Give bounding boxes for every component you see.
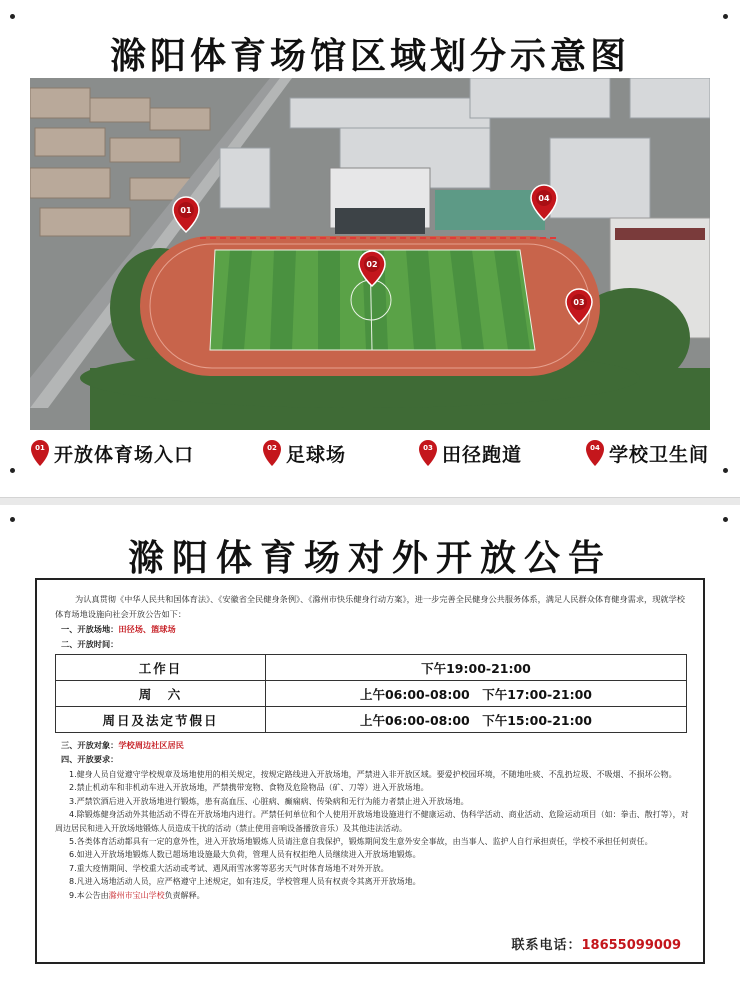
schedule-time: 下午19:00-21:00 <box>266 655 687 681</box>
legend-item-01 <box>30 436 194 470</box>
open-time-label: 二、开放时间： <box>61 639 119 649</box>
map-title: 滁阳体育场馆区域划分示意图 <box>109 36 630 77</box>
pin-02-number: 02 <box>366 260 378 269</box>
legend-item-02 <box>262 436 346 470</box>
legend-04-number: 04 <box>590 444 600 452</box>
list-item <box>55 889 695 902</box>
list-item: 4.除锻炼健身活动外其他活动不得在开放场地内进行。严禁任何单位和个人使用开放场地设施进行不健康运动、伪科学活动、商业活动、危险运动项目（如：拳击、散打等），对周边居民和进入开放场地锻炼人员造成干扰的活动（禁止使用音响设备播放音乐）及其他违法活动。 <box>55 810 689 833</box>
map-pin-icon <box>585 439 605 467</box>
legend-03-number: 03 <box>423 444 433 452</box>
open-target-value: 学校周边社区居民 <box>118 740 184 750</box>
legend-01-label: 开放体育场入口 <box>54 443 195 466</box>
notice-intro: 为认真贯彻《中华人民共和国体育法》、《安徽省全民健身条例》、《滁州市快乐健身行动方案》，进一步完善全民健身公共服务体系，满足人民群众体育健身需求，现就学校体育场地设施向社会开放公告如下： <box>55 594 685 619</box>
legend-02-number: 02 <box>267 444 277 452</box>
map-legend <box>30 436 720 470</box>
list-item: 1.健身人员自觉遵守学校规章及场地使用的相关规定，按规定路线进入开放场地，严禁进入非开放区域。要爱护校园环境，不随地吐痰、不乱扔垃圾、不吸烟、不损坏公物。 <box>69 770 677 779</box>
notice-box <box>35 578 705 964</box>
aerial-illustration <box>30 78 710 430</box>
corner-dot <box>10 14 15 19</box>
last-item-suffix: 负责解释。 <box>164 890 205 900</box>
last-item-prefix: 9.本公告由 <box>69 890 109 900</box>
open-venue-label: 一、开放场地： <box>61 624 119 634</box>
list-item: 5.各类体育活动都具有一定的意外性，进入开放场地锻炼人员请注意自我保护，锻炼期间发生意外安全事故，由当事人、监护人自行承担责任，学校不承担任何责任。 <box>69 837 653 847</box>
corner-dot <box>10 517 15 522</box>
contact-number: 18655099009 <box>581 938 681 953</box>
aerial-photo <box>30 78 710 430</box>
school-name: 滁州市宝山学校 <box>108 890 165 900</box>
schedule-day: 周 六 <box>56 681 266 707</box>
legend-04-label: 学校卫生间 <box>609 443 710 466</box>
notice-title: 滁阳体育场对外开放公告 <box>127 538 612 579</box>
list-item: 6.如进入开放场地锻炼人数已超场地设施最大负荷，管理人员有权拒绝人员继续进入开放场地锻炼。 <box>69 850 421 860</box>
legend-02-label: 足球场 <box>286 443 347 466</box>
corner-dot <box>10 468 15 473</box>
legend-item-04 <box>585 436 709 470</box>
schedule-day: 工作日 <box>56 655 266 681</box>
open-requirements-label: 四、开放要求： <box>61 754 119 764</box>
open-venue-value: 田径场、篮球场 <box>118 624 176 634</box>
open-venue-line <box>61 623 176 636</box>
requirements-list <box>55 768 695 902</box>
pin-01-number: 01 <box>180 206 192 215</box>
list-item: 8.凡进入场地活动人员，应严格遵守上述规定，如有违反，学校管理人员有权责令其离开开放场地。 <box>69 877 421 887</box>
table-row <box>56 655 687 681</box>
contact-label: 联系电话： <box>511 938 582 953</box>
map-pin-icon <box>30 439 50 467</box>
schedule-time: 上午06:00-08:00 下午15:00-21:00 <box>266 707 687 733</box>
schedule-day: 周日及法定节假日 <box>56 707 266 733</box>
contact-phone <box>511 934 681 953</box>
table-row <box>56 681 687 707</box>
corner-dot <box>723 468 728 473</box>
list-item: 3.严禁饮酒后进入开放场地进行锻炼，患有高血压、心脏病、癫痫病、传染病和无行为能力者禁止进入开放场地。 <box>69 796 469 806</box>
legend-01-number: 01 <box>35 444 45 452</box>
schedule-time: 上午06:00-08:00 下午17:00-21:00 <box>266 681 687 707</box>
list-item: 2.禁止机动车和非机动车进入开放场地，严禁携带宠物、食物及危险物品（矿、刀等）进入开放场地。 <box>69 783 429 793</box>
pin-03-number: 03 <box>573 298 585 307</box>
pin-04-number: 04 <box>538 194 550 203</box>
map-pin-icon <box>418 439 438 467</box>
schedule-table <box>55 654 687 733</box>
map-pin-icon <box>262 439 282 467</box>
open-target-line <box>61 739 184 752</box>
table-row <box>56 707 687 733</box>
legend-item-03 <box>418 436 522 470</box>
list-item: 7.重大疫情期间、学校重大活动或考试、遇风雨雪冰雾等恶劣天气时体育场地不对外开放。 <box>69 863 389 873</box>
open-target-label: 三、开放对象： <box>61 740 119 750</box>
legend-03-label: 田径跑道 <box>442 443 523 466</box>
corner-dot <box>723 517 728 522</box>
corner-dot <box>723 14 728 19</box>
